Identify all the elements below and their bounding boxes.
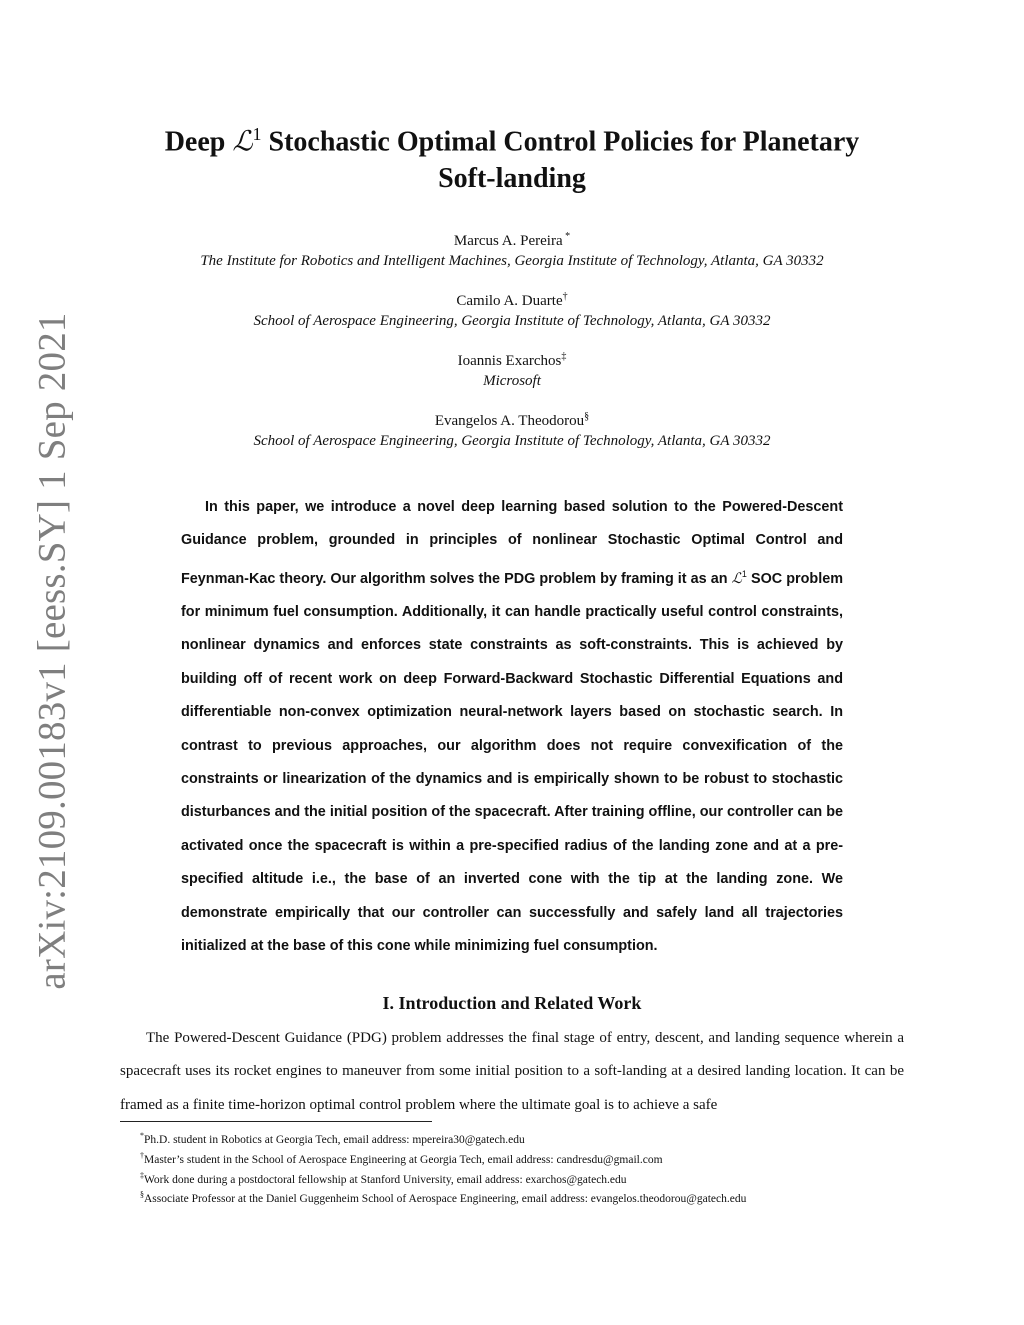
title-line-2: Soft-landing [438,163,586,195]
footnote-rule [120,1121,432,1122]
author-name: Evangelos A. Theodorou [434,413,585,429]
author-name: Camilo A. Duarte [456,293,563,309]
abstract-text-1: In this paper, we introduce a novel deep learning based solution to the Powered-Descent Guidance problem, grounded in principles of nonlinear Stochastic Optimal Control and Feynman-Kac theory. Our algorithm solves the PDG problem by framing it as an [181,499,843,587]
author-name: Marcus A. Pereira [453,233,563,249]
author-block-2 [100,287,924,331]
author-mark: ‡ [561,351,567,362]
author-affiliation: School of Aerospace Engineering, Georgia Institute of Technology, Atlanta, GA 30332 [253,433,771,449]
author-block-3 [100,347,924,391]
paper-title [100,116,924,197]
author-mark: * [562,231,571,242]
footnote: †Master’s student in the School of Aerospace Engineering at Georgia Tech, email address: candresdu@gmail.com [140,1150,663,1166]
author-affiliation: School of Aerospace Engineering, Georgia Institute of Technology, Atlanta, GA 30332 [253,313,771,329]
author-affiliation: Microsoft [483,373,541,389]
footnotes [120,1128,904,1207]
author-block-4 [100,407,924,451]
author-name: Ioannis Exarchos [457,353,562,369]
l-symbol: ℒ [731,570,742,587]
intro-paragraph: The Powered-Descent Guidance (PDG) problem addresses the final stage of entry, descent, and landing sequence wherein a spacecraft uses its rocket engines to maneuver from some initial position to a soft-landing at a desired landing location. It can be framed as a finite time-horizon optimal control problem where the ultimate goal is to achieve a safe [120,1030,904,1113]
footnote: §Associate Professor at the Daniel Guggenheim School of Aerospace Engineering, email address: evangelos.theodorou@gatech.edu [140,1190,747,1206]
arxiv-id: arXiv:2109.00183v1 [eess.SY] 1 Sep 2021 [30,312,74,990]
abstract-text-2: SOC problem for minimum fuel consumption. Additionally, it can handle practically useful control constraints, nonlinear dynamics and enforces state constraints as soft-constraints. This is achieved by building off of recent work on deep Forward-Backward Stochastic Differential Equations and differentiable non-convex optimization neural-network layers based on stochastic search. In contrast to previous approaches, our algorithm does not require convexification of the constraints or linearization of the dynamics and is empirically shown to be robust to stochastic disturbances and the initial position of the spacecraft. After training offline, our controller can be activated once the spacecraft is within a pre-specified radius of the landing zone and at a pre-specified altitude i.e., the base of an inverted cone with the tip at the landing zone. We demonstrate empirically that our controller can successfully and safely land all trajectories initialized at the base of this cone while minimizing fuel consumption. [181,570,843,955]
author-block-1 [100,227,924,271]
footnote: *Ph.D. student in Robotics at Georgia Tech, email address: mpereira30@gatech.edu [140,1131,525,1146]
author-mark: § [584,411,590,422]
author-affiliation: The Institute for Robotics and Intelligent Machines, Georgia Institute of Technology, Atlanta, GA 30332 [200,253,824,269]
author-mark: † [562,291,568,302]
title-line-1: Deep ℒ$^1$ Stochastic Optimal Control Policies for Planetary [164,124,860,158]
abstract: In this paper, we introduce a novel deep learning based solution to the Powered-Descent Guidance problem, grounded in principles of nonlinear Stochastic Optimal Control and Feynman-Kac theory. Our algorithm solves the PDG problem by framing it as an ℒ$^1$ SOC problem for minimum fuel consumption. Additionally, it can handle practically useful control constraints, nonlinear dynamics and enforces state constraints as soft-constraints. This is achieved by building off of recent work on deep Forward-Backward Stochastic Differential Equations and differentiable non-convex optimization neural-network layers based on stochastic search. In contrast to previous approaches, our algorithm does not require convexification of the constraints or linearization of the dynamics and is empirically shown to be robust to stochastic disturbances and the initial position of the spacecraft. After training offline, our controller can be activated once the spacecraft is within a pre-specified radius of the landing zone and at a pre-specified altitude i.e., the base of an inverted cone with the tip at the landing zone. We demonstrate empirically that our controller can successfully and safely land all trajectories initialized at the base of this cone while minimizing fuel consumption. [181,499,843,955]
l-symbol: ℒ [232,124,253,158]
footnote: ‡Work done during a postdoctoral fellowship at Stanford University, email address: exarchos@gatech.edu [140,1170,627,1186]
section-heading: I. Introduction and Related Work [382,993,642,1013]
